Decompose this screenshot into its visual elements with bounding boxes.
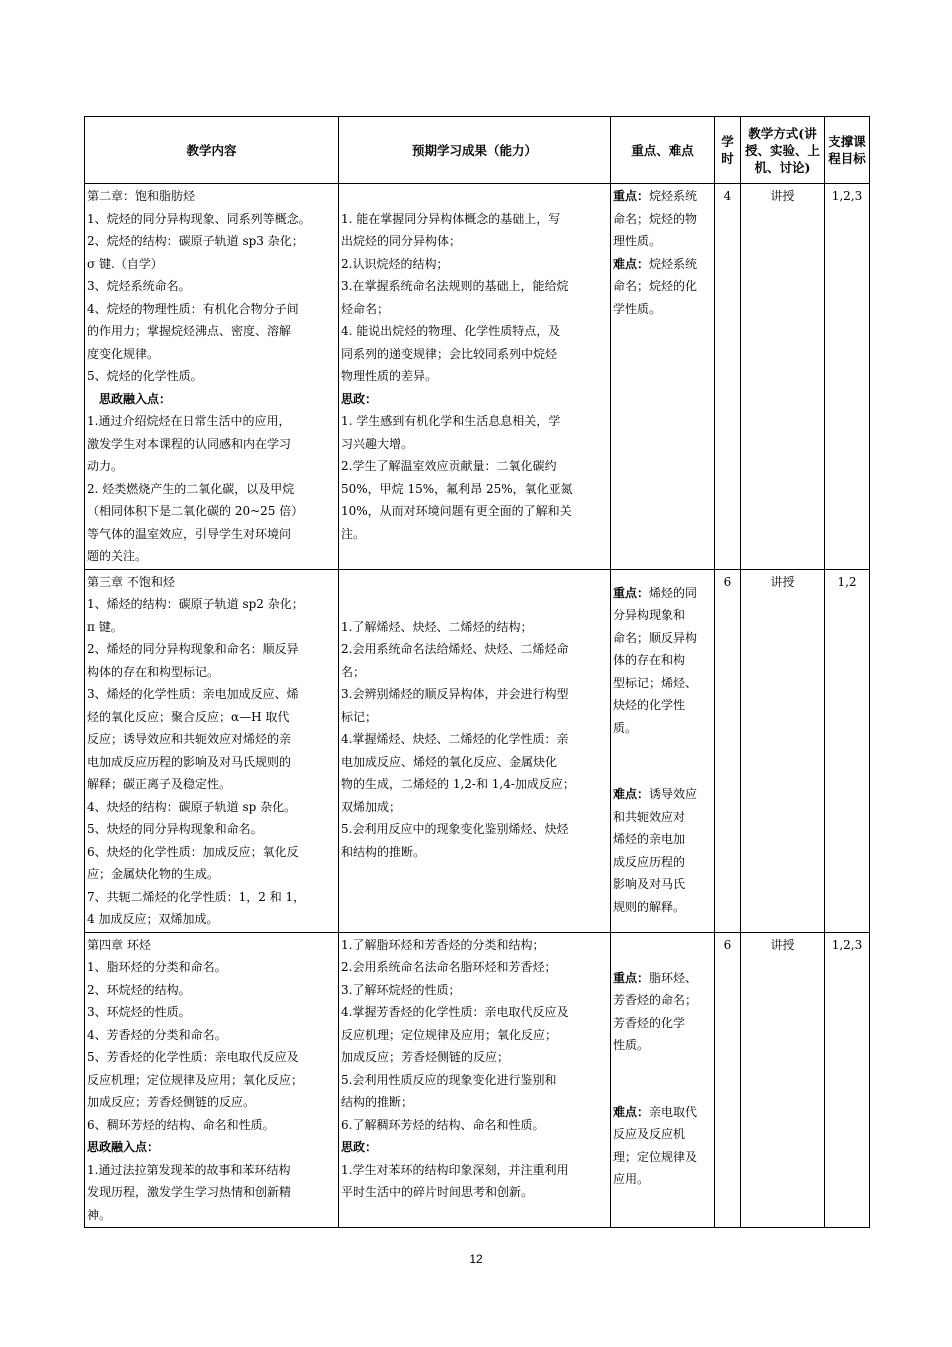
goals-cell: 1,2,3 [825,184,870,570]
table-row [85,932,870,1228]
hours-cell: 6 [715,569,741,932]
difficulty-label: 难点： [613,1104,650,1119]
method-cell: 讲授 [741,569,825,932]
header-outcome: 预期学习成果（能力） [339,117,611,184]
hours-cell: 6 [715,932,741,1228]
content-cell: 第三章 不饱和烃 1、烯烃的结构：碳原子轨道 sp2 杂化； π 键。 2、烯烃的同分异构现象和命名：顺反异 构体的存在和构型标记。 3、烯烃的化学性质：亲电加成反应、烯 烃的氧化反应；聚合反应；α—H 取代 反应；诱导效应和共轭效应对烯烃的亲 电加成反应历程的影响及对马氏规则的 解释；碳正离子及稳定性。 4、炔烃的结构：碳原子轨道 sp 杂化。 5、炔烃的同分异构现象和命名。 6、炔烃的化学性质：加成反应；氧化反 应；金属炔化物的生成。 7、共轭二烯烃的化学性质：1，2 和 1， 4 加成反应；双烯加成。 [85,569,339,932]
key-label: 重点： [613,585,650,600]
header-keys: 重点、难点 [611,117,715,184]
difficulty-label: 难点： [613,256,650,271]
method-cell: 讲授 [741,184,825,570]
page-number: 12 [469,1252,483,1266]
outcome-cell: 1. 能在掌握同分异构体概念的基础上，写 出烷烃的同分异构体； 2.认识烷烃的结构； 3.在掌握系统命名法规则的基础上，能给烷 烃命名； 4. 能说出烷烃的物理、化学性质特点，及 同系列的递变规律；会比较同系列中烷烃 物理性质的差异。 思政： 1. 学生感到有机化学和生活息息相关，学 习兴趣大增。 2.学生了解温室效应贡献量：二氧化碳约 50%，甲烷 15%，氟利昂 25%，氧化亚氮 10%，从而对环境问题有更全面的了解和关 注。 [339,184,611,570]
header-content: 教学内容 [85,117,339,184]
content-cell: 第二章：饱和脂肪烃 1、烷烃的同分异构现象、同系列等概念。 2、烷烃的结构：碳原子轨道 sp3 杂化； σ 键.（自学） 3、烷烃系统命名。 4、烷烃的物理性质：有机化合物分子间 的作用力；掌握烷烃沸点、密度、溶解 度变化规律。 5、烷烃的化学性质。 思政融入点： 1.通过介绍烷烃在日常生活中的应用， 激发学生对本课程的认同感和内在学习 动力。 2. 烃类燃烧产生的二氧化碳，以及甲烷 （相同体积下是二氧化碳的 20~25 倍） 等气体的温室效应，引导学生对环境问 题的关注。 [85,184,339,570]
outcome-cell: 1.了解脂环烃和芳香烃的分类和结构； 2.会用系统命名法命名脂环烃和芳香烃； 3.了解环烷烃的性质； 4.掌握芳香烃的化学性质：亲电取代反应及 反应机理；定位规律及应用；氧化反应； 加成反应；芳香烃侧链的反应； 5.会利用性质反应的现象变化进行鉴别和 结构的推断； 6.了解稠环芳烃的结构、命名和性质。 思政： 1.学生对苯环的结构印象深刻，并注重利用 平时生活中的碎片时间思考和创新。 [339,932,611,1228]
key-label: 重点： [613,970,650,985]
keys-cell: 重点：烯烃的同 分异构现象和 命名；顺反异构 体的存在和构 型标记；烯烃、 炔烃的化学性 质。 难点：诱导效应 和共轭效应对 烯烃的亲电加 成反应历程的 影响及对马氏 规则的解释。 [611,569,715,932]
table-header-row [85,117,870,184]
method-cell: 讲授 [741,932,825,1228]
syllabus-table [84,116,870,1228]
header-goals: 支撑课 程目标 [825,117,870,184]
hours-cell: 4 [715,184,741,570]
difficulty-label: 难点： [613,787,650,801]
keys-cell: 重点：烷烃系统 命名；烷烃的物 理性质。 难点：烷烃系统 命名；烷烃的化 学性质。 [611,184,715,570]
header-method: 教学方式(讲 授、实验、上 机、讨论) [741,117,825,184]
header-hours: 学 时 [715,117,741,184]
outcome-cell: 1.了解烯烃、炔烃、二烯烃的结构； 2.会用系统命名法给烯烃、炔烃、二烯烃命 名； 3.会辨别烯烃的顺反异构体，并会进行构型 标记； 4.掌握烯烃、炔烃、二烯烃的化学性质：亲 电加成反应、烯烃的氧化反应、金属炔化 物的生成，二烯烃的 1,2-和 1,4-加成反应； 双烯加成； 5.会利用反应中的现象变化鉴别烯烃、炔烃 和结构的推断。 [339,569,611,932]
goals-cell: 1,2 [825,569,870,932]
table-row [85,569,870,932]
content-cell: 第四章 环烃 1、脂环烃的分类和命名。 2、环烷烃的结构。 3、环烷烃的性质。 4、芳香烃的分类和命名。 5、芳香烃的化学性质：亲电取代反应及 反应机理；定位规律及应用；氧化反应； 加成反应；芳香烃侧链的反应。 6、稠环芳烃的结构、命名和性质。 思政融入点： 1.通过法拉第发现苯的故事和苯环结构 发现历程，激发学生学习热情和创新精 神。 [85,932,339,1228]
key-label: 重点： [613,189,650,203]
keys-cell: 重点：脂环烃、 芳香烃的命名； 芳香烃的化学 性质。 难点：亲电取代 反应及反应机 理；定位规律及 应用。 [611,932,715,1228]
goals-cell: 1,2,3 [825,932,870,1228]
table-row [85,184,870,570]
